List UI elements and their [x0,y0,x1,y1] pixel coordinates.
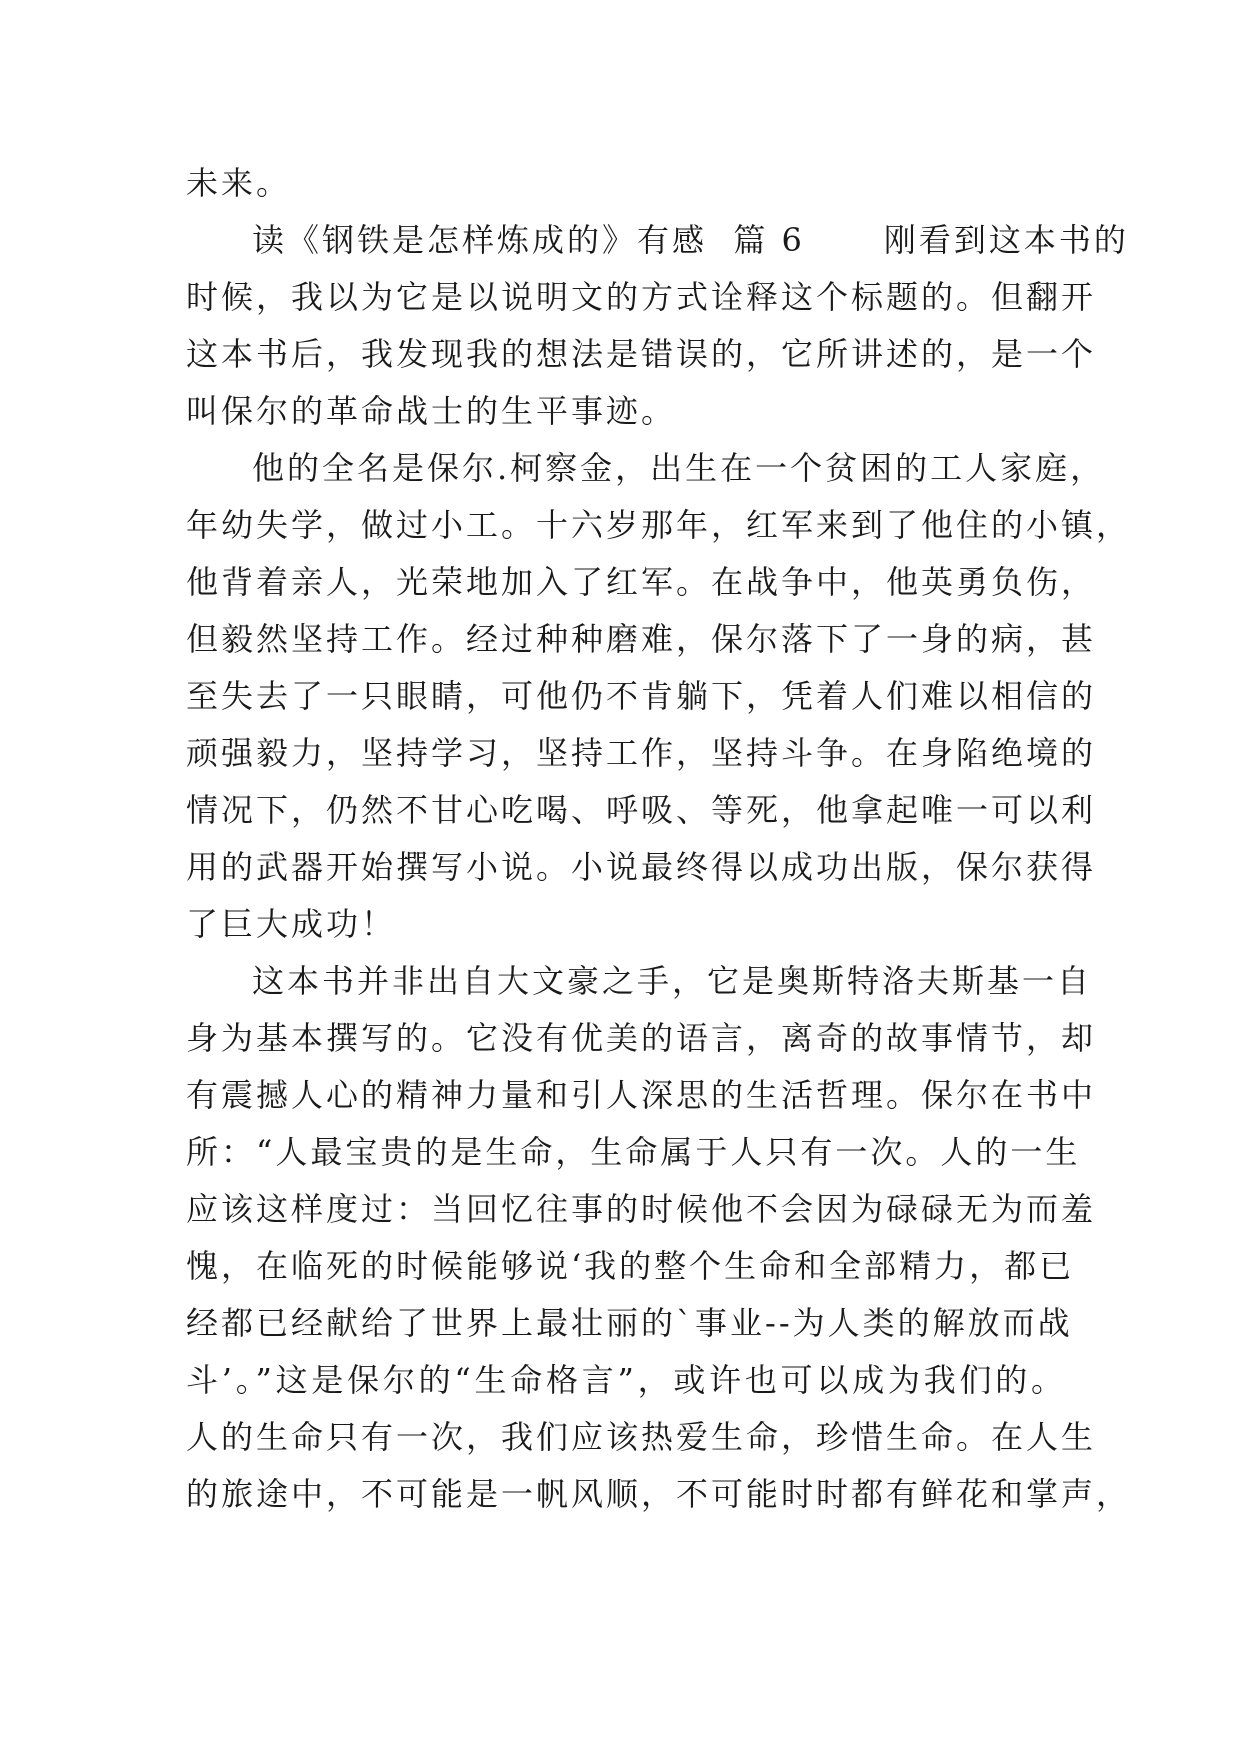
text-line: 时候，我以为它是以说明文的方式诠释这个标题的。但翻开 [186,278,1097,316]
text-line: 愧，在临死的时候能够说‘我的整个生命和全部精力，都已 [186,1247,1075,1285]
text-line: 经都已经献给了世界上最壮丽的`事业--为人类的解放而战 [186,1304,1073,1342]
text-line: 这本书并非出自大文豪之手，它是奥斯特洛夫斯基一自 [252,962,1093,1000]
text-line: 所：“人最宝贵的是生命，生命属于人只有一次。人的一生 [186,1133,1081,1171]
text-line: 情况下，仍然不甘心吃喝、呼吸、等死，他拿起唯一可以利 [186,791,1097,829]
text-line: 但毅然坚持工作。经过种种磨难，保尔落下了一身的病，甚 [186,620,1097,658]
text-line: 斗’。”这是保尔的“生命格言”，或许也可以成为我们的。 [186,1361,1066,1399]
text-line: 的旅途中，不可能是一帆风顺，不可能时时都有鲜花和掌声， [186,1475,1132,1513]
text-line: 这本书后，我发现我的想法是错误的，它所讲述的，是一个 [186,335,1097,373]
text-line: 应该这样度过：当回忆往事的时候他不会因为碌碌无为而羞 [186,1190,1097,1228]
text-line: 他背着亲人，光荣地加入了红军。在战争中，他英勇负伤， [186,563,1097,601]
text-line: 人的生命只有一次，我们应该热爱生命，珍惜生命。在人生 [186,1418,1097,1456]
text-line: 读《钢铁是怎样炼成的》有感 篇 6 刚看到这本书的 [252,221,1129,259]
text-line: 叫保尔的革命战士的生平事迹。 [186,392,677,430]
text-line: 用的武器开始撰写小说。小说最终得以成功出版，保尔获得 [186,848,1097,886]
text-line: 有震撼人心的精神力量和引人深思的生活哲理。保尔在书中 [186,1076,1097,1114]
text-line: 未来。 [186,164,292,202]
text-line: 至失去了一只眼睛，可他仍不肯躺下，凭着人们难以相信的 [186,677,1097,715]
text-line: 年幼失学，做过小工。十六岁那年，红军来到了他住的小镇， [186,506,1132,544]
text-line: 他的全名是保尔.柯察金，出生在一个贫困的工人家庭， [252,449,1106,487]
essay-text [186,155,1132,1523]
text-line: 了巨大成功！ [186,905,397,943]
text-line: 顽强毅力，坚持学习，坚持工作，坚持斗争。在身陷绝境的 [186,734,1097,772]
text-line: 身为基本撰写的。它没有优美的语言，离奇的故事情节，却 [186,1019,1097,1057]
